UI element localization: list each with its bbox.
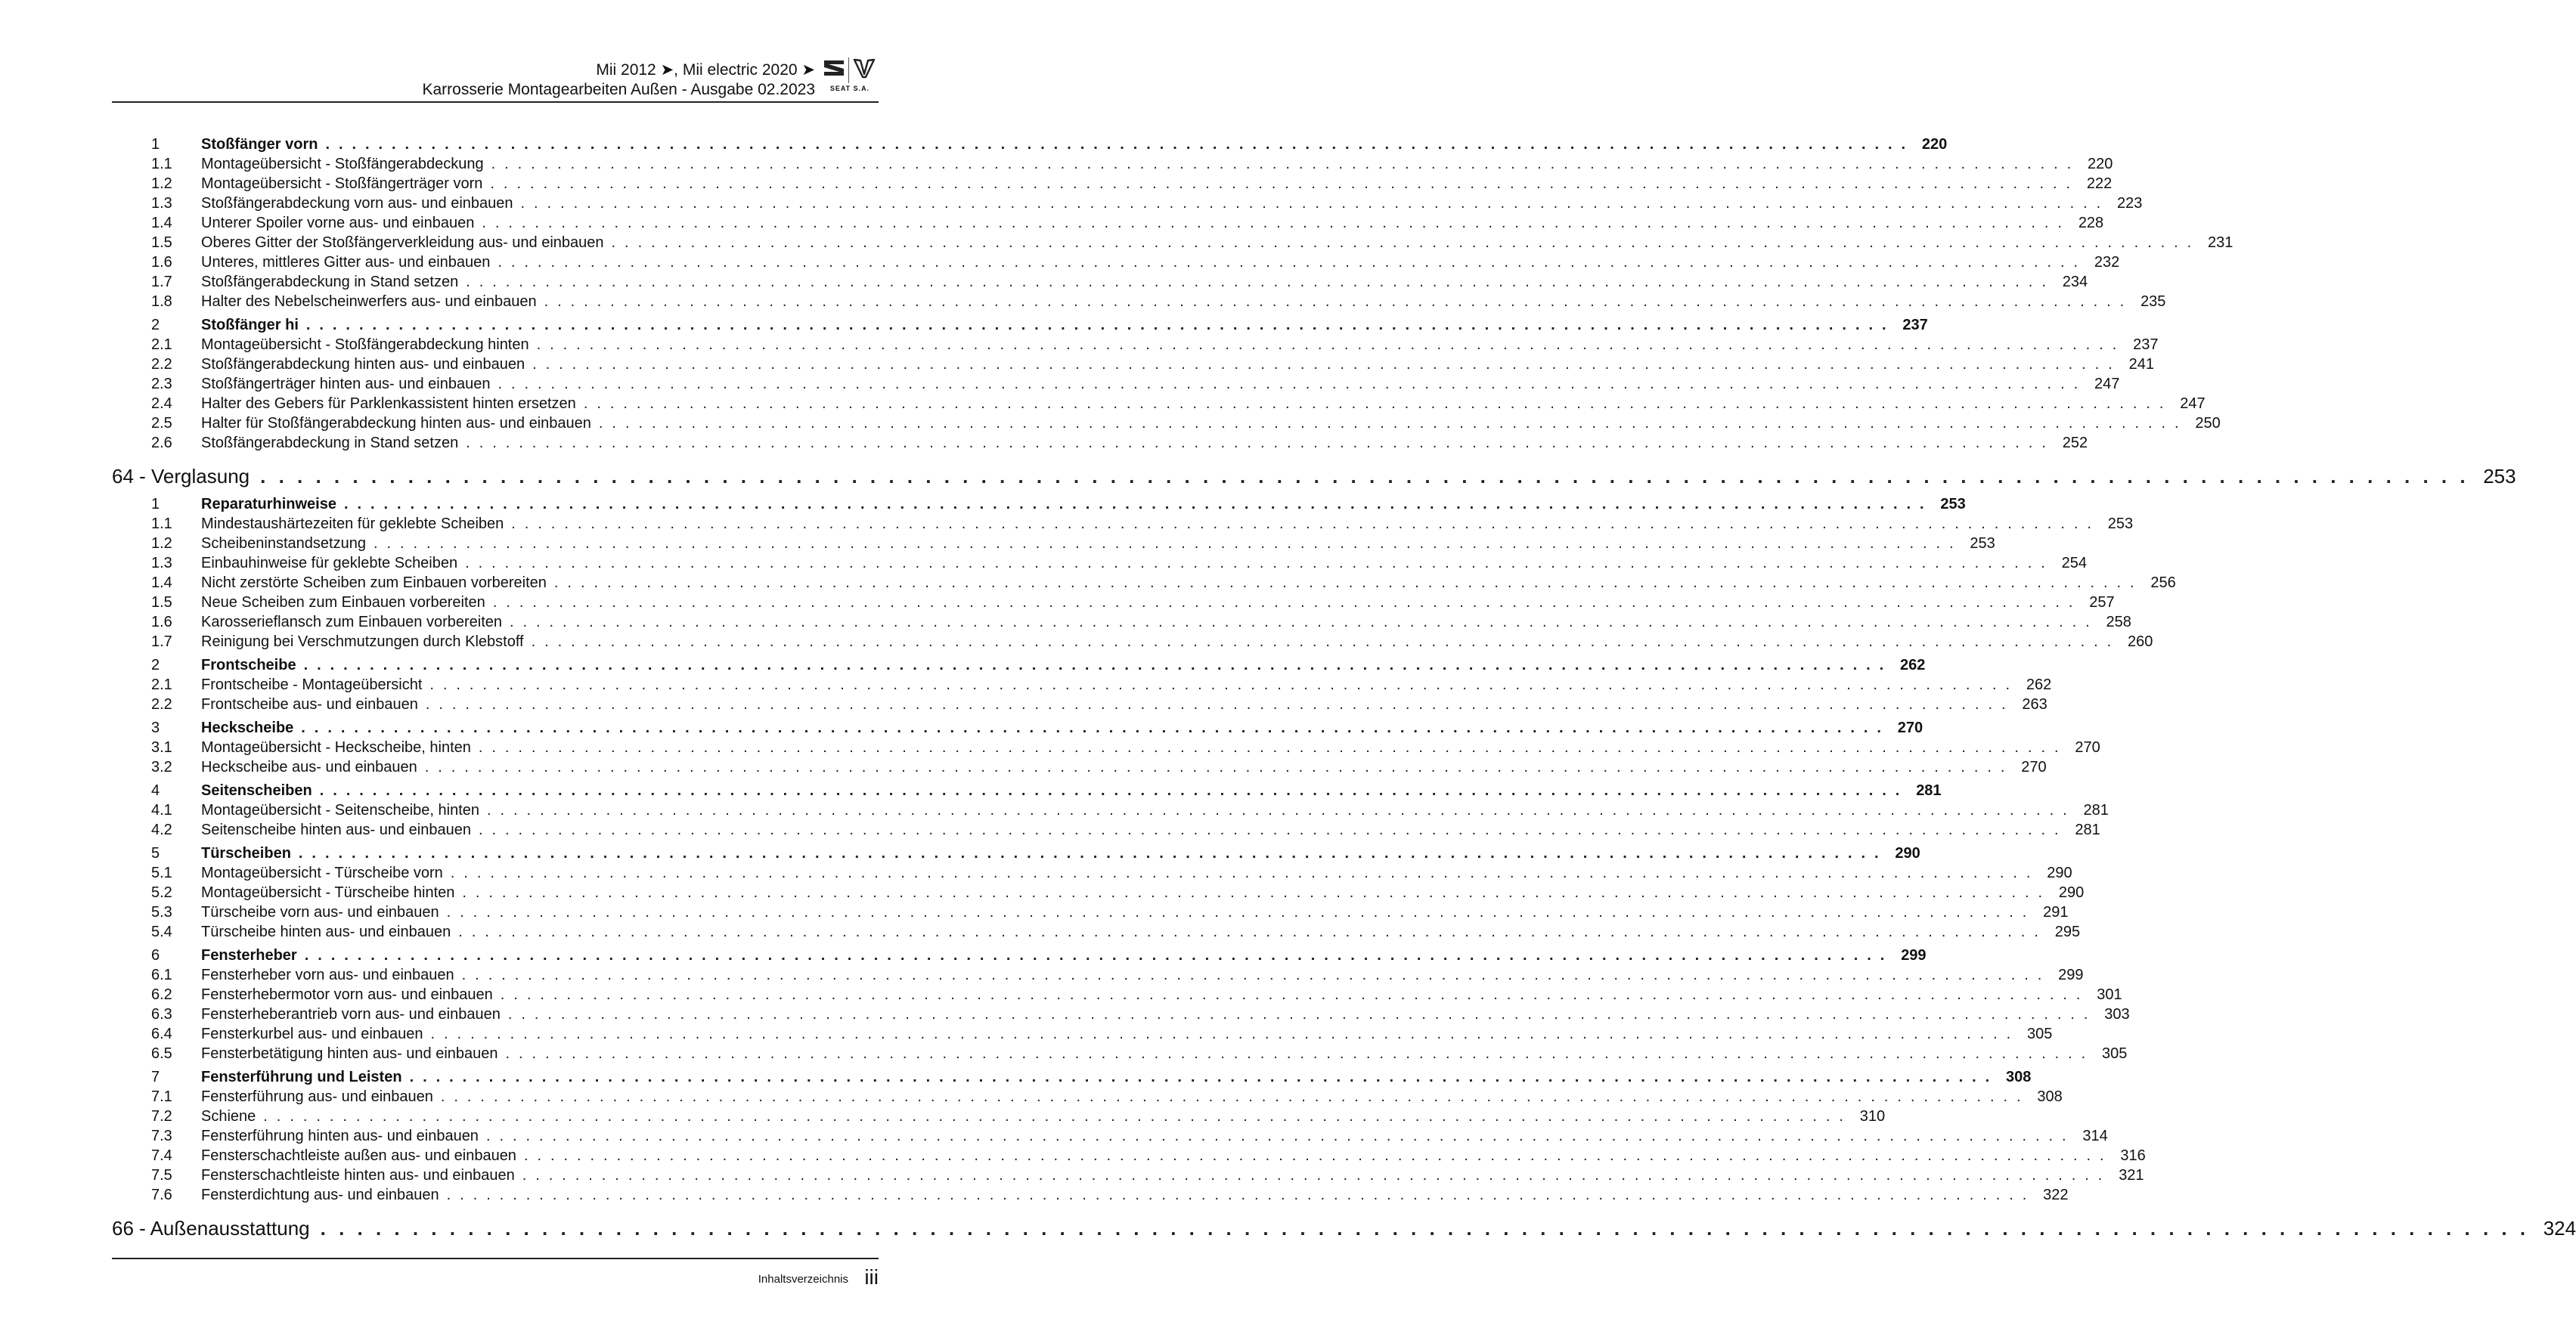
toc-title: Montageübersicht - Stoßfängerträger vorn <box>201 175 483 192</box>
page-header <box>112 54 879 103</box>
toc-entry-row[interactable] <box>112 800 2109 820</box>
toc-leader-dots: . . . . . . . . . . . . . . . . . . . . . . . . . . . . . . . . . . . . . . . . . . . . . . . . . . . . . . . . . . . . . . . . . . . . . . . . . . . . . . . . . . . . . . . . . . . . . . . . . . . . . . . . . . . . . . . . . . . . . . . . <box>485 1128 2069 1144</box>
toc-number: 5.1 <box>151 865 172 881</box>
toc-page-number: 235 <box>2140 293 2166 310</box>
toc-page-number: 322 <box>2043 1187 2069 1203</box>
toc-page-number: 316 <box>2120 1147 2146 1164</box>
toc-leader-dots: . . . . . . . . . . . . . . . . . . . . . . . . . . . . . . . . . . . . . . . . . . . . . . . . . . . . . . . . . . . . . . . . . . . . . . . . . . . . . . . . . . . . . . . . . . . . . . . . . . . . . . . . . . . . . . . . . . . . . . . . <box>409 1069 1992 1085</box>
toc-page-number: 250 <box>2195 415 2221 432</box>
toc-page-number: 237 <box>1902 317 1928 333</box>
toc-number: 1.7 <box>151 633 172 650</box>
toc-title: Scheibeninstandsetzung <box>201 535 366 552</box>
toc-title: Stoßfängerabdeckung in Stand setzen <box>201 274 459 290</box>
toc-entry-row[interactable] <box>112 433 2088 453</box>
toc-section-row[interactable] <box>112 135 1948 154</box>
toc-title: Heckscheibe aus- und einbauen <box>201 759 417 775</box>
toc-title: Stoßfänger hi <box>201 317 299 333</box>
toc-title: Montageübersicht - Stoßfängerabdeckung <box>201 156 484 172</box>
toc-title: Karosserieflansch zum Einbauen vorbereiten <box>201 614 502 630</box>
toc-title: Fensterführung und Leisten <box>201 1069 402 1085</box>
toc-leader-dots: . . . . . . . . . . . . . . . . . . . . . . . . . . . . . . . . . . . . . . . . . . . . . . . . . . . . . . . . . . . . . . . . . . . . . . . . . . . . . . . . . . . . . . . . . . . . . . . . . . . . . . . . . . . . . . . . . . . . . . . . <box>320 1217 2530 1240</box>
toc-title: 64 - Verglasung <box>112 465 250 488</box>
toc-entry-row[interactable] <box>112 1107 1886 1126</box>
seat-logo <box>821 54 879 97</box>
toc-number: 1.7 <box>151 274 172 290</box>
toc-number: 4.2 <box>151 822 172 838</box>
toc-title: Türscheiben <box>201 845 291 862</box>
toc-page-number: 262 <box>2026 676 2052 693</box>
toc-entry-row[interactable] <box>112 553 2087 573</box>
toc-title: Stoßfängerträger hinten aus- und einbauen <box>201 376 491 392</box>
toc-leader-dots: . . . . . . . . . . . . . . . . . . . . . . . . . . . . . . . . . . . . . . . . . . . . . . . . . . . . . . . . . . . . . . . . . . . . . . . . . . . . . . . . . . . . . . . . . . . . . . . . . . . . . . . . . . . . . . . . . . . . . . . . <box>430 1026 2013 1042</box>
toc-leader-dots: . . . . . . . . . . . . . . . . . . . . . . . . . . . . . . . . . . . . . . . . . . . . . . . . . . . . . . . . . . . . . . . . . . . . . . . . . . . . . . . . . . . . . . . . . . . . . . . . . . . . . . . . . . . . . . . . . . . . . . . . <box>466 435 2049 451</box>
toc-entry-row[interactable] <box>112 514 2134 534</box>
toc-title: Montageübersicht - Türscheibe hinten <box>201 884 455 901</box>
toc-number: 3 <box>151 720 160 736</box>
toc-entry-row[interactable] <box>112 1024 2053 1044</box>
toc-page-number: 290 <box>1895 845 1920 862</box>
toc-chapter-row[interactable] <box>112 462 2516 491</box>
toc-page-number: 303 <box>2104 1006 2130 1023</box>
toc-leader-dots: . . . . . . . . . . . . . . . . . . . . . . . . . . . . . . . . . . . . . . . . . . . . . . . . . . . . . . . . . . . . . . . . . . . . . . . . . . . . . . . . . . . . . . . . . . . . . . . . . . . . . . . . . . . . . . . . . . . . . . . . <box>446 904 2029 921</box>
toc-page-number: 308 <box>2037 1088 2063 1105</box>
toc-leader-dots: . . . . . . . . . . . . . . . . . . . . . . . . . . . . . . . . . . . . . . . . . . . . . . . . . . . . . . . . . . . . . . . . . . . . . . . . . . . . . . . . . . . . . . . . . . . . . . . . . . . . . . . . . . . . . . . . . . . . . . . . <box>301 720 1884 736</box>
toc-number: 3.2 <box>151 759 172 775</box>
toc-number: 7.4 <box>151 1147 172 1164</box>
cupra-logo-icon <box>853 57 876 79</box>
toc-leader-dots: . . . . . . . . . . . . . . . . . . . . . . . . . . . . . . . . . . . . . . . . . . . . . . . . . . . . . . . . . . . . . . . . . . . . . . . . . . . . . . . . . . . . . . . . . . . . . . . . . . . . . . . . . . . . . . . . . . . . . . . . <box>319 782 1902 799</box>
toc-section-row[interactable] <box>112 1067 2032 1087</box>
toc-page-number: 237 <box>2133 336 2159 353</box>
toc-page-number: 220 <box>1921 136 1948 153</box>
toc-title: Fensterheberantrieb vorn aus- und einbauen <box>201 1006 501 1023</box>
toc-page-number: 256 <box>2150 574 2176 591</box>
toc-number: 3.1 <box>151 739 172 756</box>
toc-leader-dots: . . . . . . . . . . . . . . . . . . . . . . . . . . . . . . . . . . . . . . . . . . . . . . . . . . . . . . . . . . . . . . . . . . . . . . . . . . . . . . . . . . . . . . . . . . . . . . . . . . . . . . . . . . . . . . . . . . . . . . . . <box>462 884 2045 901</box>
page-footer <box>112 1264 879 1294</box>
toc-leader-dots: . . . . . . . . . . . . . . . . . . . . . . . . . . . . . . . . . . . . . . . . . . . . . . . . . . . . . . . . . . . . . . . . . . . . . . . . . . . . . . . . . . . . . . . . . . . . . . . . . . . . . . . . . . . . . . . . . . . . . . . . <box>373 535 1956 552</box>
toc-leader-dots: . . . . . . . . . . . . . . . . . . . . . . . . . . . . . . . . . . . . . . . . . . . . . . . . . . . . . . . . . . . . . . . . . . . . . . . . . . . . . . . . . . . . . . . . . . . . . . . . . . . . . . . . . . . . . . . . . . . . . . . . <box>544 293 2127 310</box>
toc-number: 5.3 <box>151 904 172 921</box>
toc-number: 6.2 <box>151 986 172 1003</box>
toc-entry-row[interactable] <box>112 883 2085 902</box>
toc-leader-dots: . . . . . . . . . . . . . . . . . . . . . . . . . . . . . . . . . . . . . . . . . . . . . . . . . . . . . . . . . . . . . . . . . . . . . . . . . . . . . . . . . . . . . . . . . . . . . . . . . . . . . . . . . . . . . . . . . . . . . . . . <box>325 136 1908 153</box>
toc-page-number: 281 <box>1916 782 1942 799</box>
toc-entry-row[interactable] <box>112 213 2104 233</box>
toc-number: 5.4 <box>151 924 172 940</box>
toc-entry-row[interactable] <box>112 154 2113 174</box>
toc-title: Stoßfänger vorn <box>201 136 318 153</box>
toc-page-number: 301 <box>2097 986 2122 1003</box>
toc-entry-row[interactable] <box>112 965 2084 985</box>
toc-page-number: 254 <box>2061 555 2087 571</box>
toc-page-number: 290 <box>2047 865 2072 881</box>
toc-entry-row[interactable] <box>112 985 2122 1005</box>
toc-title: Schiene <box>201 1108 256 1125</box>
logo-caption: SEAT S.A. <box>829 85 870 92</box>
toc-title: Seitenscheiben <box>201 782 312 799</box>
toc-leader-dots: . . . . . . . . . . . . . . . . . . . . . . . . . . . . . . . . . . . . . . . . . . . . . . . . . . . . . . . . . . . . . . . . . . . . . . . . . . . . . . . . . . . . . . . . . . . . . . . . . . . . . . . . . . . . . . . . . . . . . . . . <box>450 865 2033 881</box>
toc-leader-dots: . . . . . . . . . . . . . . . . . . . . . . . . . . . . . . . . . . . . . . . . . . . . . . . . . . . . . . . . . . . . . . . . . . . . . . . . . . . . . . . . . . . . . . . . . . . . . . . . . . . . . . . . . . . . . . . . . . . . . . . . <box>611 234 2194 251</box>
header-manual-title: Karrosserie Montagearbeiten Außen - Ausgabe 02.2023 <box>422 81 815 98</box>
toc-leader-dots: . . . . . . . . . . . . . . . . . . . . . . . . . . . . . . . . . . . . . . . . . . . . . . . . . . . . . . . . . . . . . . . . . . . . . . . . . . . . . . . . . . . . . . . . . . . . . . . . . . . . . . . . . . . . . . . . . . . . . . . . <box>466 274 2049 290</box>
toc-page-number: 308 <box>2006 1069 2032 1085</box>
toc-leader-dots: . . . . . . . . . . . . . . . . . . . . . . . . . . . . . . . . . . . . . . . . . . . . . . . . . . . . . . . . . . . . . . . . . . . . . . . . . . . . . . . . . . . . . . . . . . . . . . . . . . . . . . . . . . . . . . . . . . . . . . . . <box>303 657 1886 673</box>
toc-leader-dots: . . . . . . . . . . . . . . . . . . . . . . . . . . . . . . . . . . . . . . . . . . . . . . . . . . . . . . . . . . . . . . . . . . . . . . . . . . . . . . . . . . . . . . . . . . . . . . . . . . . . . . . . . . . . . . . . . . . . . . . . <box>482 215 2065 231</box>
toc-page-number: 281 <box>2075 822 2100 838</box>
toc-page-number: 247 <box>2180 395 2206 412</box>
toc-number: 1.4 <box>151 215 172 231</box>
toc-title: Halter des Gebers für Parklenkassistent hinten ersetzen <box>201 395 576 412</box>
toc-entry-row[interactable] <box>112 573 2176 593</box>
toc-title: Seitenscheibe hinten aus- und einbauen <box>201 822 471 838</box>
toc-section-row[interactable] <box>112 655 1926 675</box>
header-rule <box>112 101 879 103</box>
toc-leader-dots: . . . . . . . . . . . . . . . . . . . . . . . . . . . . . . . . . . . . . . . . . . . . . . . . . . . . . . . . . . . . . . . . . . . . . . . . . . . . . . . . . . . . . . . . . . . . . . . . . . . . . . . . . . . . . . . . . . . . . . . . <box>440 1088 2023 1105</box>
footer-page-number: iii <box>864 1265 879 1289</box>
toc-entry-row[interactable] <box>112 1005 2130 1024</box>
toc-leader-dots: . . . . . . . . . . . . . . . . . . . . . . . . . . . . . . . . . . . . . . . . . . . . . . . . . . . . . . . . . . . . . . . . . . . . . . . . . . . . . . . . . . . . . . . . . . . . . . . . . . . . . . . . . . . . . . . . . . . . . . . . <box>522 1167 2105 1184</box>
toc-leader-dots: . . . . . . . . . . . . . . . . . . . . . . . . . . . . . . . . . . . . . . . . . . . . . . . . . . . . . . . . . . . . . . . . . . . . . . . . . . . . . . . . . . . . . . . . . . . . . . . . . . . . . . . . . . . . . . . . . . . . . . . . <box>446 1187 2029 1203</box>
toc-page-number: 305 <box>2027 1026 2053 1042</box>
toc-page-number: 232 <box>2094 254 2120 271</box>
toc-leader-dots: . . . . . . . . . . . . . . . . . . . . . . . . . . . . . . . . . . . . . . . . . . . . . . . . . . . . . . . . . . . . . . . . . . . . . . . . . . . . . . . . . . . . . . . . . . . . . . . . . . . . . . . . . . . . . . . . . . . . . . . . <box>487 802 2069 819</box>
toc-title: Frontscheibe aus- und einbauen <box>201 696 418 713</box>
toc-page-number: 228 <box>2078 215 2104 231</box>
toc-title: Einbauhinweise für geklebte Scheiben <box>201 555 458 571</box>
toc-entry-row[interactable] <box>112 534 1995 553</box>
toc-entry-row[interactable] <box>112 193 2143 213</box>
toc-page-number: 253 <box>2483 465 2516 488</box>
toc-entry-row[interactable] <box>112 1126 2108 1146</box>
toc-leader-dots: . . . . . . . . . . . . . . . . . . . . . . . . . . . . . . . . . . . . . . . . . . . . . . . . . . . . . . . . . . . . . . . . . . . . . . . . . . . . . . . . . . . . . . . . . . . . . . . . . . . . . . . . . . . . . . . . . . . . . . . . <box>465 555 2047 571</box>
toc-number: 4 <box>151 782 160 799</box>
toc-page-number: 324 <box>2543 1217 2576 1240</box>
toc-title: Fensterdichtung aus- und einbauen <box>201 1187 439 1203</box>
toc-page-number: 223 <box>2117 195 2143 212</box>
toc-title: Mindestaushärtezeiten für geklebte Scheiben <box>201 515 504 532</box>
toc-page-number: 253 <box>2107 515 2134 532</box>
toc-leader-dots: . . . . . . . . . . . . . . . . . . . . . . . . . . . . . . . . . . . . . . . . . . . . . . . . . . . . . . . . . . . . . . . . . . . . . . . . . . . . . . . . . . . . . . . . . . . . . . . . . . . . . . . . . . . . . . . . . . . . . . . . <box>500 986 2083 1003</box>
toc-leader-dots: . . . . . . . . . . . . . . . . . . . . . . . . . . . . . . . . . . . . . . . . . . . . . . . . . . . . . . . . . . . . . . . . . . . . . . . . . . . . . . . . . . . . . . . . . . . . . . . . . . . . . . . . . . . . . . . . . . . . . . . . <box>583 395 2166 412</box>
toc-page-number: 305 <box>2102 1045 2128 1062</box>
toc-title: Montageübersicht - Heckscheibe, hinten <box>201 739 471 756</box>
toc-leader-dots: . . . . . . . . . . . . . . . . . . . . . . . . . . . . . . . . . . . . . . . . . . . . . . . . . . . . . . . . . . . . . . . . . . . . . . . . . . . . . . . . . . . . . . . . . . . . . . . . . . . . . . . . . . . . . . . . . . . . . . . . <box>532 356 2115 373</box>
toc-page-number: 291 <box>2043 904 2069 921</box>
toc-page-number: 270 <box>2075 739 2100 756</box>
toc-title: Fensterschachtleiste hinten aus- und einbauen <box>201 1167 515 1184</box>
toc-leader-dots: . . . . . . . . . . . . . . . . . . . . . . . . . . . . . . . . . . . . . . . . . . . . . . . . . . . . . . . . . . . . . . . . . . . . . . . . . . . . . . . . . . . . . . . . . . . . . . . . . . . . . . . . . . . . . . . . . . . . . . . . <box>520 195 2103 212</box>
toc-title: Fensterbetätigung hinten aus- und einbauen <box>201 1045 498 1062</box>
toc-leader-dots: . . . . . . . . . . . . . . . . . . . . . . . . . . . . . . . . . . . . . . . . . . . . . . . . . . . . . . . . . . . . . . . . . . . . . . . . . . . . . . . . . . . . . . . . . . . . . . . . . . . . . . . . . . . . . . . . . . . . . . . . <box>498 254 2081 271</box>
toc-entry-row[interactable] <box>112 757 2047 777</box>
toc-section-row[interactable] <box>112 781 1942 800</box>
toc-entry-row[interactable] <box>112 1044 2128 1063</box>
toc-number: 1.1 <box>151 156 172 172</box>
toc-number: 2 <box>151 657 160 673</box>
toc-page-number: 252 <box>2062 435 2088 451</box>
toc-entry-row[interactable] <box>112 902 2069 922</box>
toc-number: 2.5 <box>151 415 172 432</box>
toc-leader-dots: . . . . . . . . . . . . . . . . . . . . . . . . . . . . . . . . . . . . . . . . . . . . . . . . . . . . . . . . . . . . . . . . . . . . . . . . . . . . . . . . . . . . . . . . . . . . . . . . . . . . . . . . . . . . . . . . . . . . . . . . <box>531 633 2114 650</box>
toc-title: Montageübersicht - Seitenscheibe, hinten <box>201 802 480 819</box>
toc-section-row[interactable] <box>112 494 1966 514</box>
toc-leader-dots: . . . . . . . . . . . . . . . . . . . . . . . . . . . . . . . . . . . . . . . . . . . . . . . . . . . . . . . . . . . . . . . . . . . . . . . . . . . . . . . . . . . . . . . . . . . . . . . . . . . . . . . . . . . . . . . . . . . . . . . . <box>598 415 2181 432</box>
toc-title: Montageübersicht - Stoßfängerabdeckung hinten <box>201 336 529 353</box>
toc-page-number: 295 <box>2054 924 2081 940</box>
toc-title: Heckscheibe <box>201 720 294 736</box>
toc-number: 5 <box>151 845 160 862</box>
toc-number: 6.3 <box>151 1006 172 1023</box>
toc-number: 1.5 <box>151 594 172 611</box>
seat-s-logo-icon <box>823 59 845 77</box>
toc-page-number: 253 <box>1970 535 1995 552</box>
toc-title: Unterer Spoiler vorne aus- und einbauen <box>201 215 475 231</box>
toc-number: 1.4 <box>151 574 172 591</box>
toc-title: Oberes Gitter der Stoßfängerverkleidung aus- und einbauen <box>201 234 604 251</box>
toc-entry-row[interactable] <box>112 335 2159 354</box>
toc-page-number: 290 <box>2058 884 2085 901</box>
toc-leader-dots: . . . . . . . . . . . . . . . . . . . . . . . . . . . . . . . . . . . . . . . . . . . . . . . . . . . . . . . . . . . . . . . . . . . . . . . . . . . . . . . . . . . . . . . . . . . . . . . . . . . . . . . . . . . . . . . . . . . . . . . . <box>553 574 2137 591</box>
toc-entry-row[interactable] <box>112 354 2154 374</box>
toc-number: 7.5 <box>151 1167 172 1184</box>
toc-title: Reinigung bei Verschmutzungen durch Klebstoff <box>201 633 524 650</box>
toc-page-number: 314 <box>2082 1128 2108 1144</box>
toc-entry-row[interactable] <box>112 695 2047 714</box>
toc-section-row[interactable] <box>112 844 1920 863</box>
toc-number: 7.2 <box>151 1108 172 1125</box>
table-of-contents <box>112 135 2576 1244</box>
toc-entry-row[interactable] <box>112 374 2120 394</box>
toc-number: 1.8 <box>151 293 172 310</box>
toc-leader-dots: . . . . . . . . . . . . . . . . . . . . . . . . . . . . . . . . . . . . . . . . . . . . . . . . . . . . . . . . . . . . . . . . . . . . . . . . . . . . . . . . . . . . . . . . . . . . . . . . . . . . . . . . . . . . . . . . . . . . . . . . <box>490 175 2073 192</box>
toc-number: 1.6 <box>151 254 172 271</box>
toc-leader-dots: . . . . . . . . . . . . . . . . . . . . . . . . . . . . . . . . . . . . . . . . . . . . . . . . . . . . . . . . . . . . . . . . . . . . . . . . . . . . . . . . . . . . . . . . . . . . . . . . . . . . . . . . . . . . . . . . . . . . . . . . <box>458 924 2041 940</box>
toc-title: Neue Scheiben zum Einbauen vorbereiten <box>201 594 485 611</box>
toc-title: Fensterkurbel aus- und einbauen <box>201 1026 423 1042</box>
toc-number: 2.3 <box>151 376 172 392</box>
toc-leader-dots: . . . . . . . . . . . . . . . . . . . . . . . . . . . . . . . . . . . . . . . . . . . . . . . . . . . . . . . . . . . . . . . . . . . . . . . . . . . . . . . . . . . . . . . . . . . . . . . . . . . . . . . . . . . . . . . . . . . . . . . . <box>263 1108 1846 1125</box>
toc-number: 7 <box>151 1069 160 1085</box>
toc-entry-row[interactable] <box>112 632 2153 652</box>
toc-leader-dots: . . . . . . . . . . . . . . . . . . . . . . . . . . . . . . . . . . . . . . . . . . . . . . . . . . . . . . . . . . . . . . . . . . . . . . . . . . . . . . . . . . . . . . . . . . . . . . . . . . . . . . . . . . . . . . . . . . . . . . . . <box>491 156 2074 172</box>
toc-number: 2.4 <box>151 395 172 412</box>
toc-title: Türscheibe hinten aus- und einbauen <box>201 924 451 940</box>
toc-page-number: 281 <box>2083 802 2109 819</box>
toc-number: 7.6 <box>151 1187 172 1203</box>
toc-entry-row[interactable] <box>112 1185 2069 1205</box>
toc-number: 1.5 <box>151 234 172 251</box>
toc-page-number: 222 <box>2086 175 2113 192</box>
toc-entry-row[interactable] <box>112 1166 2144 1185</box>
toc-leader-dots: . . . . . . . . . . . . . . . . . . . . . . . . . . . . . . . . . . . . . . . . . . . . . . . . . . . . . . . . . . . . . . . . . . . . . . . . . . . . . . . . . . . . . . . . . . . . . . . . . . . . . . . . . . . . . . . . . . . . . . . . <box>492 594 2075 611</box>
toc-number: 2.2 <box>151 696 172 713</box>
toc-number: 2.6 <box>151 435 172 451</box>
toc-title: Fensterhebermotor vorn aus- und einbauen <box>201 986 493 1003</box>
toc-number: 5.2 <box>151 884 172 901</box>
toc-page-number: 253 <box>1940 496 1966 512</box>
toc-title: Stoßfängerabdeckung hinten aus- und einbauen <box>201 356 525 373</box>
toc-entry-row[interactable] <box>112 1146 2146 1166</box>
toc-leader-dots: . . . . . . . . . . . . . . . . . . . . . . . . . . . . . . . . . . . . . . . . . . . . . . . . . . . . . . . . . . . . . . . . . . . . . . . . . . . . . . . . . . . . . . . . . . . . . . . . . . . . . . . . . . . . . . . . . . . . . . . . <box>305 317 1889 333</box>
toc-page-number: 260 <box>2128 633 2153 650</box>
toc-title: Halter des Nebelscheinwerfers aus- und einbauen <box>201 293 537 310</box>
toc-title: Frontscheibe <box>201 657 296 673</box>
toc-title: Türscheibe vorn aus- und einbauen <box>201 904 439 921</box>
toc-chapter-row[interactable] <box>112 1214 2576 1243</box>
toc-leader-dots: . . . . . . . . . . . . . . . . . . . . . . . . . . . . . . . . . . . . . . . . . . . . . . . . . . . . . . . . . . . . . . . . . . . . . . . . . . . . . . . . . . . . . . . . . . . . . . . . . . . . . . . . . . . . . . . . . . . . . . . . <box>523 1147 2106 1164</box>
toc-title: Frontscheibe - Montageübersicht <box>201 676 423 693</box>
toc-section-row[interactable] <box>112 718 1923 738</box>
toc-leader-dots: . . . . . . . . . . . . . . . . . . . . . . . . . . . . . . . . . . . . . . . . . . . . . . . . . . . . . . . . . . . . . . . . . . . . . . . . . . . . . . . . . . . . . . . . . . . . . . . . . . . . . . . . . . . . . . . . . . . . . . . . <box>429 676 2013 693</box>
toc-leader-dots: . . . . . . . . . . . . . . . . . . . . . . . . . . . . . . . . . . . . . . . . . . . . . . . . . . . . . . . . . . . . . . . . . . . . . . . . . . . . . . . . . . . . . . . . . . . . . . . . . . . . . . . . . . . . . . . . . . . . . . . . <box>425 696 2008 713</box>
toc-page-number: 310 <box>1859 1108 1886 1125</box>
toc-title: Fensterführung hinten aus- und einbauen <box>201 1128 479 1144</box>
toc-number: 1.6 <box>151 614 172 630</box>
toc-entry-row[interactable] <box>112 738 2100 757</box>
toc-title: Nicht zerstörte Scheiben zum Einbauen vorbereiten <box>201 574 547 591</box>
toc-number: 1.2 <box>151 535 172 552</box>
toc-page-number: 299 <box>2058 967 2084 983</box>
toc-title: Stoßfängerabdeckung in Stand setzen <box>201 435 459 451</box>
toc-page-number: 263 <box>2022 696 2047 713</box>
toc-leader-dots: . . . . . . . . . . . . . . . . . . . . . . . . . . . . . . . . . . . . . . . . . . . . . . . . . . . . . . . . . . . . . . . . . . . . . . . . . . . . . . . . . . . . . . . . . . . . . . . . . . . . . . . . . . . . . . . . . . . . . . . . <box>478 822 2061 838</box>
header-text <box>422 60 815 100</box>
toc-number: 1.2 <box>151 175 172 192</box>
toc-page-number: 234 <box>2062 274 2088 290</box>
toc-leader-dots: . . . . . . . . . . . . . . . . . . . . . . . . . . . . . . . . . . . . . . . . . . . . . . . . . . . . . . . . . . . . . . . . . . . . . . . . . . . . . . . . . . . . . . . . . . . . . . . . . . . . . . . . . . . . . . . . . . . . . . . . <box>304 947 1887 964</box>
toc-page-number: 247 <box>2094 376 2120 392</box>
toc-page-number: 220 <box>2088 156 2113 172</box>
toc-leader-dots: . . . . . . . . . . . . . . . . . . . . . . . . . . . . . . . . . . . . . . . . . . . . . . . . . . . . . . . . . . . . . . . . . . . . . . . . . . . . . . . . . . . . . . . . . . . . . . . . . . . . . . . . . . . . . . . . . . . . . . . . <box>343 496 1927 512</box>
toc-entry-row[interactable] <box>112 292 2166 311</box>
toc-entry-row[interactable] <box>112 413 2221 433</box>
toc-leader-dots: . . . . . . . . . . . . . . . . . . . . . . . . . . . . . . . . . . . . . . . . . . . . . . . . . . . . . . . . . . . . . . . . . . . . . . . . . . . . . . . . . . . . . . . . . . . . . . . . . . . . . . . . . . . . . . . . . . . . . . . . <box>461 967 2044 983</box>
toc-number: 1 <box>151 136 160 153</box>
toc-leader-dots: . . . . . . . . . . . . . . . . . . . . . . . . . . . . . . . . . . . . . . . . . . . . . . . . . . . . . . . . . . . . . . . . . . . . . . . . . . . . . . . . . . . . . . . . . . . . . . . . . . . . . . . . . . . . . . . . . . . . . . . . <box>505 1045 2088 1062</box>
toc-page-number: 257 <box>2089 594 2115 611</box>
logo-divider <box>848 57 849 83</box>
toc-title: Fensterheber <box>201 947 297 964</box>
footer-rule <box>112 1258 879 1259</box>
toc-number: 2 <box>151 317 160 333</box>
toc-entry-row[interactable] <box>112 593 2115 612</box>
toc-section-row[interactable] <box>112 315 1928 335</box>
toc-page-number: 270 <box>1897 720 1923 736</box>
header-model-line: Mii 2012 ➤, Mii electric 2020 ➤ <box>596 61 815 79</box>
toc-entry-row[interactable] <box>112 252 2120 272</box>
toc-number: 6.1 <box>151 967 172 983</box>
toc-entry-row[interactable] <box>112 863 2072 883</box>
toc-entry-row[interactable] <box>112 922 2081 942</box>
toc-page-number: 270 <box>2021 759 2047 775</box>
toc-entry-row[interactable] <box>112 272 2088 292</box>
toc-number: 6.5 <box>151 1045 172 1062</box>
toc-entry-row[interactable] <box>112 174 2113 193</box>
toc-page-number: 262 <box>1900 657 1926 673</box>
toc-leader-dots: . . . . . . . . . . . . . . . . . . . . . . . . . . . . . . . . . . . . . . . . . . . . . . . . . . . . . . . . . . . . . . . . . . . . . . . . . . . . . . . . . . . . . . . . . . . . . . . . . . . . . . . . . . . . . . . . . . . . . . . . <box>498 376 2081 392</box>
toc-leader-dots: . . . . . . . . . . . . . . . . . . . . . . . . . . . . . . . . . . . . . . . . . . . . . . . . . . . . . . . . . . . . . . . . . . . . . . . . . . . . . . . . . . . . . . . . . . . . . . . . . . . . . . . . . . . . . . . . . . . . . . . . <box>478 739 2061 756</box>
toc-section-row[interactable] <box>112 946 1927 965</box>
toc-title: Fensterführung aus- und einbauen <box>201 1088 433 1105</box>
toc-entry-row[interactable] <box>112 612 2131 632</box>
toc-title: Montageübersicht - Türscheibe vorn <box>201 865 443 881</box>
toc-page-number: 231 <box>2208 234 2233 251</box>
toc-leader-dots: . . . . . . . . . . . . . . . . . . . . . . . . . . . . . . . . . . . . . . . . . . . . . . . . . . . . . . . . . . . . . . . . . . . . . . . . . . . . . . . . . . . . . . . . . . . . . . . . . . . . . . . . . . . . . . . . . . . . . . . . <box>260 465 2469 488</box>
toc-entry-row[interactable] <box>112 233 2233 252</box>
toc-entry-row[interactable] <box>112 675 2052 695</box>
toc-number: 7.1 <box>151 1088 172 1105</box>
toc-number: 2.1 <box>151 336 172 353</box>
toc-page-number: 321 <box>2119 1167 2144 1184</box>
toc-number: 1.1 <box>151 515 172 532</box>
toc-title: Stoßfängerabdeckung vorn aus- und einbauen <box>201 195 513 212</box>
toc-number: 2.1 <box>151 676 172 693</box>
toc-number: 1.3 <box>151 555 172 571</box>
toc-page-number: 299 <box>1901 947 1927 964</box>
toc-leader-dots: . . . . . . . . . . . . . . . . . . . . . . . . . . . . . . . . . . . . . . . . . . . . . . . . . . . . . . . . . . . . . . . . . . . . . . . . . . . . . . . . . . . . . . . . . . . . . . . . . . . . . . . . . . . . . . . . . . . . . . . . <box>536 336 2119 353</box>
toc-title: Halter für Stoßfängerabdeckung hinten aus- und einbauen <box>201 415 591 432</box>
toc-number: 6 <box>151 947 160 964</box>
toc-number: 1 <box>151 496 160 512</box>
toc-title: 66 - Außenausstattung <box>112 1217 310 1240</box>
toc-title: Unteres, mittleres Gitter aus- und einbauen <box>201 254 491 271</box>
footer-label: Inhaltsverzeichnis <box>758 1273 848 1286</box>
toc-number: 7.3 <box>151 1128 172 1144</box>
toc-leader-dots: . . . . . . . . . . . . . . . . . . . . . . . . . . . . . . . . . . . . . . . . . . . . . . . . . . . . . . . . . . . . . . . . . . . . . . . . . . . . . . . . . . . . . . . . . . . . . . . . . . . . . . . . . . . . . . . . . . . . . . . . <box>507 1006 2091 1023</box>
toc-number: 1.3 <box>151 195 172 212</box>
toc-number: 4.1 <box>151 802 172 819</box>
toc-leader-dots: . . . . . . . . . . . . . . . . . . . . . . . . . . . . . . . . . . . . . . . . . . . . . . . . . . . . . . . . . . . . . . . . . . . . . . . . . . . . . . . . . . . . . . . . . . . . . . . . . . . . . . . . . . . . . . . . . . . . . . . . <box>298 845 1881 862</box>
toc-entry-row[interactable] <box>112 394 2206 413</box>
toc-entry-row[interactable] <box>112 1087 2063 1107</box>
toc-leader-dots: . . . . . . . . . . . . . . . . . . . . . . . . . . . . . . . . . . . . . . . . . . . . . . . . . . . . . . . . . . . . . . . . . . . . . . . . . . . . . . . . . . . . . . . . . . . . . . . . . . . . . . . . . . . . . . . . . . . . . . . . <box>511 515 2094 532</box>
toc-number: 2.2 <box>151 356 172 373</box>
toc-title: Fensterschachtleiste außen aus- und einbauen <box>201 1147 516 1164</box>
toc-page-number: 258 <box>2106 614 2131 630</box>
toc-title: Reparaturhinweise <box>201 496 336 512</box>
toc-page-number: 241 <box>2128 356 2154 373</box>
toc-leader-dots: . . . . . . . . . . . . . . . . . . . . . . . . . . . . . . . . . . . . . . . . . . . . . . . . . . . . . . . . . . . . . . . . . . . . . . . . . . . . . . . . . . . . . . . . . . . . . . . . . . . . . . . . . . . . . . . . . . . . . . . . <box>424 759 2007 775</box>
toc-leader-dots: . . . . . . . . . . . . . . . . . . . . . . . . . . . . . . . . . . . . . . . . . . . . . . . . . . . . . . . . . . . . . . . . . . . . . . . . . . . . . . . . . . . . . . . . . . . . . . . . . . . . . . . . . . . . . . . . . . . . . . . . <box>510 614 2092 630</box>
toc-entry-row[interactable] <box>112 820 2100 840</box>
toc-number: 6.4 <box>151 1026 172 1042</box>
toc-title: Fensterheber vorn aus- und einbauen <box>201 967 454 983</box>
